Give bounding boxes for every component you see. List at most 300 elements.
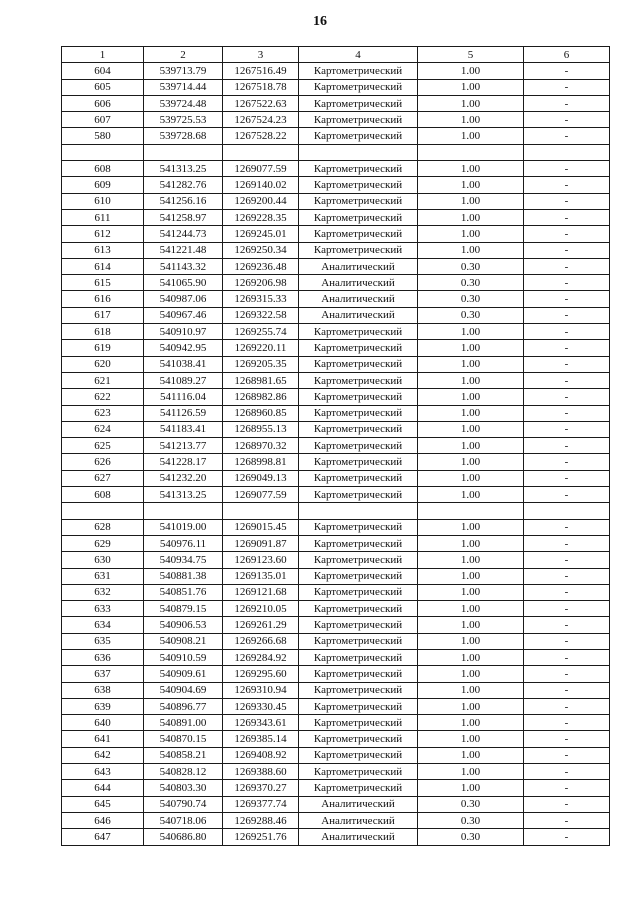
y-coordinate-cell: 1269385.14 [223, 731, 299, 747]
x-coordinate-cell: 541019.00 [144, 519, 223, 535]
table-body [62, 63, 610, 845]
accuracy-cell: 1.00 [418, 356, 524, 372]
x-coordinate-cell: 541038.41 [144, 356, 223, 372]
x-coordinate-cell: 540934.75 [144, 552, 223, 568]
point-number-cell: 619 [62, 340, 144, 356]
x-coordinate-cell: 539728.68 [144, 128, 223, 144]
method-cell: Аналитический [299, 829, 418, 845]
method-cell: Картометрический [299, 666, 418, 682]
accuracy-cell: 1.00 [418, 389, 524, 405]
point-number-cell [62, 503, 144, 519]
accuracy-cell: 1.00 [418, 601, 524, 617]
y-coordinate-cell: 1268955.13 [223, 421, 299, 437]
table-row [62, 79, 610, 95]
x-coordinate-cell: 540896.77 [144, 698, 223, 714]
table-row [62, 584, 610, 600]
accuracy-cell: 1.00 [418, 715, 524, 731]
x-coordinate-cell: 541228.17 [144, 454, 223, 470]
y-coordinate-cell: 1269123.60 [223, 552, 299, 568]
description-cell: - [524, 438, 610, 454]
point-number-cell: 636 [62, 649, 144, 665]
description-cell: - [524, 63, 610, 79]
x-coordinate-cell: 541183.41 [144, 421, 223, 437]
method-cell: Картометрический [299, 324, 418, 340]
x-coordinate-cell: 540881.38 [144, 568, 223, 584]
description-cell: - [524, 715, 610, 731]
y-coordinate-cell: 1269310.94 [223, 682, 299, 698]
description-cell [524, 144, 610, 160]
table-row [62, 421, 610, 437]
accuracy-cell: 1.00 [418, 161, 524, 177]
point-number-cell: 612 [62, 226, 144, 242]
table-row [62, 356, 610, 372]
y-coordinate-cell: 1267522.63 [223, 95, 299, 111]
table-row [62, 63, 610, 79]
accuracy-cell: 0.30 [418, 307, 524, 323]
table-row [62, 177, 610, 193]
description-cell: - [524, 454, 610, 470]
accuracy-cell: 0.30 [418, 275, 524, 291]
point-number-cell: 626 [62, 454, 144, 470]
method-cell: Картометрический [299, 552, 418, 568]
description-cell: - [524, 487, 610, 503]
x-coordinate-cell: 541143.32 [144, 258, 223, 274]
accuracy-cell [418, 503, 524, 519]
accuracy-cell: 1.00 [418, 177, 524, 193]
method-cell: Картометрический [299, 356, 418, 372]
x-coordinate-cell: 541313.25 [144, 161, 223, 177]
table-row [62, 405, 610, 421]
table-row [62, 438, 610, 454]
accuracy-cell: 1.00 [418, 535, 524, 551]
table-row [62, 389, 610, 405]
method-cell: Аналитический [299, 291, 418, 307]
description-cell: - [524, 698, 610, 714]
y-coordinate-cell: 1269220.11 [223, 340, 299, 356]
method-cell: Картометрический [299, 405, 418, 421]
accuracy-cell: 1.00 [418, 617, 524, 633]
method-cell: Картометрический [299, 487, 418, 503]
x-coordinate-cell: 540967.46 [144, 307, 223, 323]
table-row [62, 128, 610, 144]
table-row [62, 242, 610, 258]
description-cell: - [524, 209, 610, 225]
accuracy-cell: 1.00 [418, 454, 524, 470]
method-cell: Картометрический [299, 649, 418, 665]
method-cell: Картометрический [299, 601, 418, 617]
table-row [62, 649, 610, 665]
point-number-cell: 617 [62, 307, 144, 323]
point-number-cell: 633 [62, 601, 144, 617]
accuracy-cell: 1.00 [418, 552, 524, 568]
y-coordinate-cell: 1269377.74 [223, 796, 299, 812]
y-coordinate-cell: 1269077.59 [223, 161, 299, 177]
x-coordinate-cell: 540858.21 [144, 747, 223, 763]
x-coordinate-cell: 541221.48 [144, 242, 223, 258]
accuracy-cell: 0.30 [418, 291, 524, 307]
y-coordinate-cell: 1267528.22 [223, 128, 299, 144]
point-number-cell: 637 [62, 666, 144, 682]
point-number-cell: 641 [62, 731, 144, 747]
accuracy-cell: 1.00 [418, 568, 524, 584]
x-coordinate-cell: 540904.69 [144, 682, 223, 698]
point-number-cell: 638 [62, 682, 144, 698]
description-cell: - [524, 242, 610, 258]
method-cell: Картометрический [299, 568, 418, 584]
table-row [62, 112, 610, 128]
point-number-cell: 629 [62, 535, 144, 551]
accuracy-cell: 1.00 [418, 63, 524, 79]
accuracy-cell: 1.00 [418, 79, 524, 95]
table-row [62, 633, 610, 649]
y-coordinate-cell: 1269266.68 [223, 633, 299, 649]
accuracy-cell: 1.00 [418, 764, 524, 780]
method-cell: Аналитический [299, 258, 418, 274]
table-row [62, 209, 610, 225]
accuracy-cell: 0.30 [418, 796, 524, 812]
description-cell: - [524, 112, 610, 128]
point-number-cell: 580 [62, 128, 144, 144]
description-cell: - [524, 796, 610, 812]
method-cell: Картометрический [299, 454, 418, 470]
point-number-cell: 618 [62, 324, 144, 340]
y-coordinate-cell: 1269205.35 [223, 356, 299, 372]
table-row [62, 812, 610, 828]
table-row [62, 601, 610, 617]
column-header-point-number: 1 [62, 47, 144, 63]
x-coordinate-cell: 540976.11 [144, 535, 223, 551]
y-coordinate-cell: 1269206.98 [223, 275, 299, 291]
table-row [62, 780, 610, 796]
y-coordinate-cell: 1268982.86 [223, 389, 299, 405]
y-coordinate-cell: 1269251.76 [223, 829, 299, 845]
description-cell: - [524, 193, 610, 209]
x-coordinate-cell: 540718.06 [144, 812, 223, 828]
x-coordinate-cell: 540987.06 [144, 291, 223, 307]
x-coordinate-cell [144, 503, 223, 519]
accuracy-cell: 0.30 [418, 812, 524, 828]
x-coordinate-cell: 539725.53 [144, 112, 223, 128]
table-row [62, 161, 610, 177]
point-number-cell: 644 [62, 780, 144, 796]
table-row [62, 487, 610, 503]
table-row [62, 764, 610, 780]
table-row [62, 307, 610, 323]
column-header-accuracy: 5 [418, 47, 524, 63]
y-coordinate-cell: 1268981.65 [223, 372, 299, 388]
description-cell: - [524, 291, 610, 307]
description-cell: - [524, 324, 610, 340]
description-cell: - [524, 161, 610, 177]
table-row [62, 503, 610, 519]
table-row [62, 372, 610, 388]
y-coordinate-cell: 1269140.02 [223, 177, 299, 193]
description-cell: - [524, 535, 610, 551]
x-coordinate-cell: 541232.20 [144, 470, 223, 486]
point-number-cell: 621 [62, 372, 144, 388]
accuracy-cell [418, 144, 524, 160]
x-coordinate-cell: 540942.95 [144, 340, 223, 356]
point-number-cell: 607 [62, 112, 144, 128]
method-cell: Картометрический [299, 372, 418, 388]
coordinates-table [61, 46, 610, 846]
point-number-cell: 623 [62, 405, 144, 421]
x-coordinate-cell: 540910.97 [144, 324, 223, 340]
point-number-cell: 608 [62, 161, 144, 177]
table-row [62, 95, 610, 111]
accuracy-cell: 1.00 [418, 584, 524, 600]
table-row [62, 796, 610, 812]
point-number-cell: 615 [62, 275, 144, 291]
method-cell: Картометрический [299, 209, 418, 225]
y-coordinate-cell: 1269322.58 [223, 307, 299, 323]
description-cell: - [524, 275, 610, 291]
method-cell [299, 503, 418, 519]
accuracy-cell: 1.00 [418, 731, 524, 747]
x-coordinate-cell: 540909.61 [144, 666, 223, 682]
y-coordinate-cell: 1269370.27 [223, 780, 299, 796]
table-row [62, 666, 610, 682]
method-cell: Картометрический [299, 421, 418, 437]
x-coordinate-cell: 539713.79 [144, 63, 223, 79]
method-cell: Картометрический [299, 389, 418, 405]
method-cell: Аналитический [299, 796, 418, 812]
description-cell: - [524, 470, 610, 486]
point-number-cell: 630 [62, 552, 144, 568]
method-cell: Картометрический [299, 682, 418, 698]
y-coordinate-cell: 1269250.34 [223, 242, 299, 258]
description-cell: - [524, 601, 610, 617]
method-cell: Картометрический [299, 698, 418, 714]
page-number: 16 [313, 14, 327, 29]
y-coordinate-cell: 1267518.78 [223, 79, 299, 95]
point-number-cell: 634 [62, 617, 144, 633]
description-cell: - [524, 649, 610, 665]
method-cell: Картометрический [299, 715, 418, 731]
point-number-cell: 628 [62, 519, 144, 535]
point-number-cell: 611 [62, 209, 144, 225]
method-cell: Картометрический [299, 764, 418, 780]
x-coordinate-cell: 540906.53 [144, 617, 223, 633]
x-coordinate-cell: 541065.90 [144, 275, 223, 291]
description-cell: - [524, 95, 610, 111]
method-cell: Картометрический [299, 128, 418, 144]
x-coordinate-cell: 541089.27 [144, 372, 223, 388]
table-row [62, 731, 610, 747]
accuracy-cell: 1.00 [418, 95, 524, 111]
description-cell: - [524, 356, 610, 372]
accuracy-cell: 1.00 [418, 682, 524, 698]
y-coordinate-cell: 1269091.87 [223, 535, 299, 551]
description-cell: - [524, 829, 610, 845]
point-number-cell: 622 [62, 389, 144, 405]
y-coordinate-cell: 1269077.59 [223, 487, 299, 503]
x-coordinate-cell: 541256.16 [144, 193, 223, 209]
accuracy-cell: 1.00 [418, 487, 524, 503]
table-row [62, 568, 610, 584]
y-coordinate-cell: 1269135.01 [223, 568, 299, 584]
y-coordinate-cell: 1269388.60 [223, 764, 299, 780]
column-header-x: 2 [144, 47, 223, 63]
description-cell: - [524, 552, 610, 568]
y-coordinate-cell: 1269228.35 [223, 209, 299, 225]
y-coordinate-cell: 1268998.81 [223, 454, 299, 470]
point-number-cell: 606 [62, 95, 144, 111]
y-coordinate-cell: 1268960.85 [223, 405, 299, 421]
column-header-description: 6 [524, 47, 610, 63]
table-row [62, 470, 610, 486]
method-cell: Аналитический [299, 307, 418, 323]
point-number-cell: 635 [62, 633, 144, 649]
point-number-cell: 624 [62, 421, 144, 437]
x-coordinate-cell: 541258.97 [144, 209, 223, 225]
table-row [62, 258, 610, 274]
method-cell: Аналитический [299, 275, 418, 291]
method-cell: Картометрический [299, 535, 418, 551]
method-cell: Картометрический [299, 731, 418, 747]
accuracy-cell: 0.30 [418, 258, 524, 274]
x-coordinate-cell: 540908.21 [144, 633, 223, 649]
method-cell: Картометрический [299, 780, 418, 796]
description-cell: - [524, 519, 610, 535]
x-coordinate-cell: 539714.44 [144, 79, 223, 95]
x-coordinate-cell: 541282.76 [144, 177, 223, 193]
x-coordinate-cell: 541213.77 [144, 438, 223, 454]
x-coordinate-cell: 540879.15 [144, 601, 223, 617]
method-cell: Картометрический [299, 63, 418, 79]
x-coordinate-cell: 541244.73 [144, 226, 223, 242]
description-cell: - [524, 340, 610, 356]
description-cell: - [524, 617, 610, 633]
description-cell: - [524, 405, 610, 421]
method-cell: Картометрический [299, 584, 418, 600]
description-cell: - [524, 226, 610, 242]
point-number-cell: 613 [62, 242, 144, 258]
method-cell: Картометрический [299, 177, 418, 193]
method-cell: Картометрический [299, 242, 418, 258]
y-coordinate-cell: 1269330.45 [223, 698, 299, 714]
y-coordinate-cell [223, 144, 299, 160]
x-coordinate-cell: 540686.80 [144, 829, 223, 845]
table-row [62, 324, 610, 340]
y-coordinate-cell: 1269210.05 [223, 601, 299, 617]
x-coordinate-cell: 541116.04 [144, 389, 223, 405]
y-coordinate-cell: 1269121.68 [223, 584, 299, 600]
accuracy-cell: 1.00 [418, 226, 524, 242]
x-coordinate-cell: 540790.74 [144, 796, 223, 812]
y-coordinate-cell: 1268970.32 [223, 438, 299, 454]
method-cell: Картометрический [299, 161, 418, 177]
method-cell: Картометрический [299, 95, 418, 111]
y-coordinate-cell: 1269236.48 [223, 258, 299, 274]
point-number-cell: 640 [62, 715, 144, 731]
method-cell: Картометрический [299, 226, 418, 242]
point-number-cell: 608 [62, 487, 144, 503]
y-coordinate-cell [223, 503, 299, 519]
y-coordinate-cell: 1269343.61 [223, 715, 299, 731]
method-cell: Аналитический [299, 812, 418, 828]
method-cell: Картометрический [299, 470, 418, 486]
accuracy-cell: 1.00 [418, 209, 524, 225]
table-row [62, 226, 610, 242]
method-cell: Картометрический [299, 438, 418, 454]
table-row [62, 340, 610, 356]
point-number-cell: 639 [62, 698, 144, 714]
method-cell: Картометрический [299, 519, 418, 535]
y-coordinate-cell: 1267524.23 [223, 112, 299, 128]
point-number-cell: 642 [62, 747, 144, 763]
accuracy-cell: 1.00 [418, 698, 524, 714]
y-coordinate-cell: 1269408.92 [223, 747, 299, 763]
accuracy-cell: 1.00 [418, 372, 524, 388]
description-cell: - [524, 682, 610, 698]
point-number-cell: 604 [62, 63, 144, 79]
accuracy-cell: 1.00 [418, 633, 524, 649]
method-cell: Картометрический [299, 340, 418, 356]
description-cell: - [524, 372, 610, 388]
accuracy-cell: 1.00 [418, 649, 524, 665]
point-number-cell: 646 [62, 812, 144, 828]
x-coordinate-cell: 541126.59 [144, 405, 223, 421]
description-cell [524, 503, 610, 519]
accuracy-cell: 1.00 [418, 405, 524, 421]
table-row [62, 519, 610, 535]
x-coordinate-cell: 540851.76 [144, 584, 223, 600]
x-coordinate-cell: 540910.59 [144, 649, 223, 665]
description-cell: - [524, 258, 610, 274]
y-coordinate-cell: 1269200.44 [223, 193, 299, 209]
column-header-method: 4 [299, 47, 418, 63]
description-cell: - [524, 747, 610, 763]
y-coordinate-cell: 1269284.92 [223, 649, 299, 665]
accuracy-cell: 1.00 [418, 747, 524, 763]
y-coordinate-cell: 1269245.01 [223, 226, 299, 242]
description-cell: - [524, 79, 610, 95]
description-cell: - [524, 177, 610, 193]
point-number-cell: 620 [62, 356, 144, 372]
y-coordinate-cell: 1269049.13 [223, 470, 299, 486]
x-coordinate-cell: 540891.00 [144, 715, 223, 731]
method-cell: Картометрический [299, 747, 418, 763]
description-cell: - [524, 780, 610, 796]
table-row [62, 552, 610, 568]
description-cell: - [524, 584, 610, 600]
point-number-cell [62, 144, 144, 160]
table-row [62, 682, 610, 698]
table-row [62, 715, 610, 731]
point-number-cell: 627 [62, 470, 144, 486]
accuracy-cell: 1.00 [418, 519, 524, 535]
method-cell [299, 144, 418, 160]
table-row [62, 291, 610, 307]
x-coordinate-cell [144, 144, 223, 160]
description-cell: - [524, 389, 610, 405]
table-row [62, 144, 610, 160]
accuracy-cell: 1.00 [418, 438, 524, 454]
accuracy-cell: 1.00 [418, 193, 524, 209]
point-number-cell: 631 [62, 568, 144, 584]
accuracy-cell: 1.00 [418, 666, 524, 682]
table-row [62, 454, 610, 470]
point-number-cell: 645 [62, 796, 144, 812]
accuracy-cell: 1.00 [418, 242, 524, 258]
description-cell: - [524, 764, 610, 780]
y-coordinate-cell: 1267516.49 [223, 63, 299, 79]
method-cell: Картометрический [299, 112, 418, 128]
method-cell: Картометрический [299, 633, 418, 649]
point-number-cell: 605 [62, 79, 144, 95]
x-coordinate-cell: 540803.30 [144, 780, 223, 796]
